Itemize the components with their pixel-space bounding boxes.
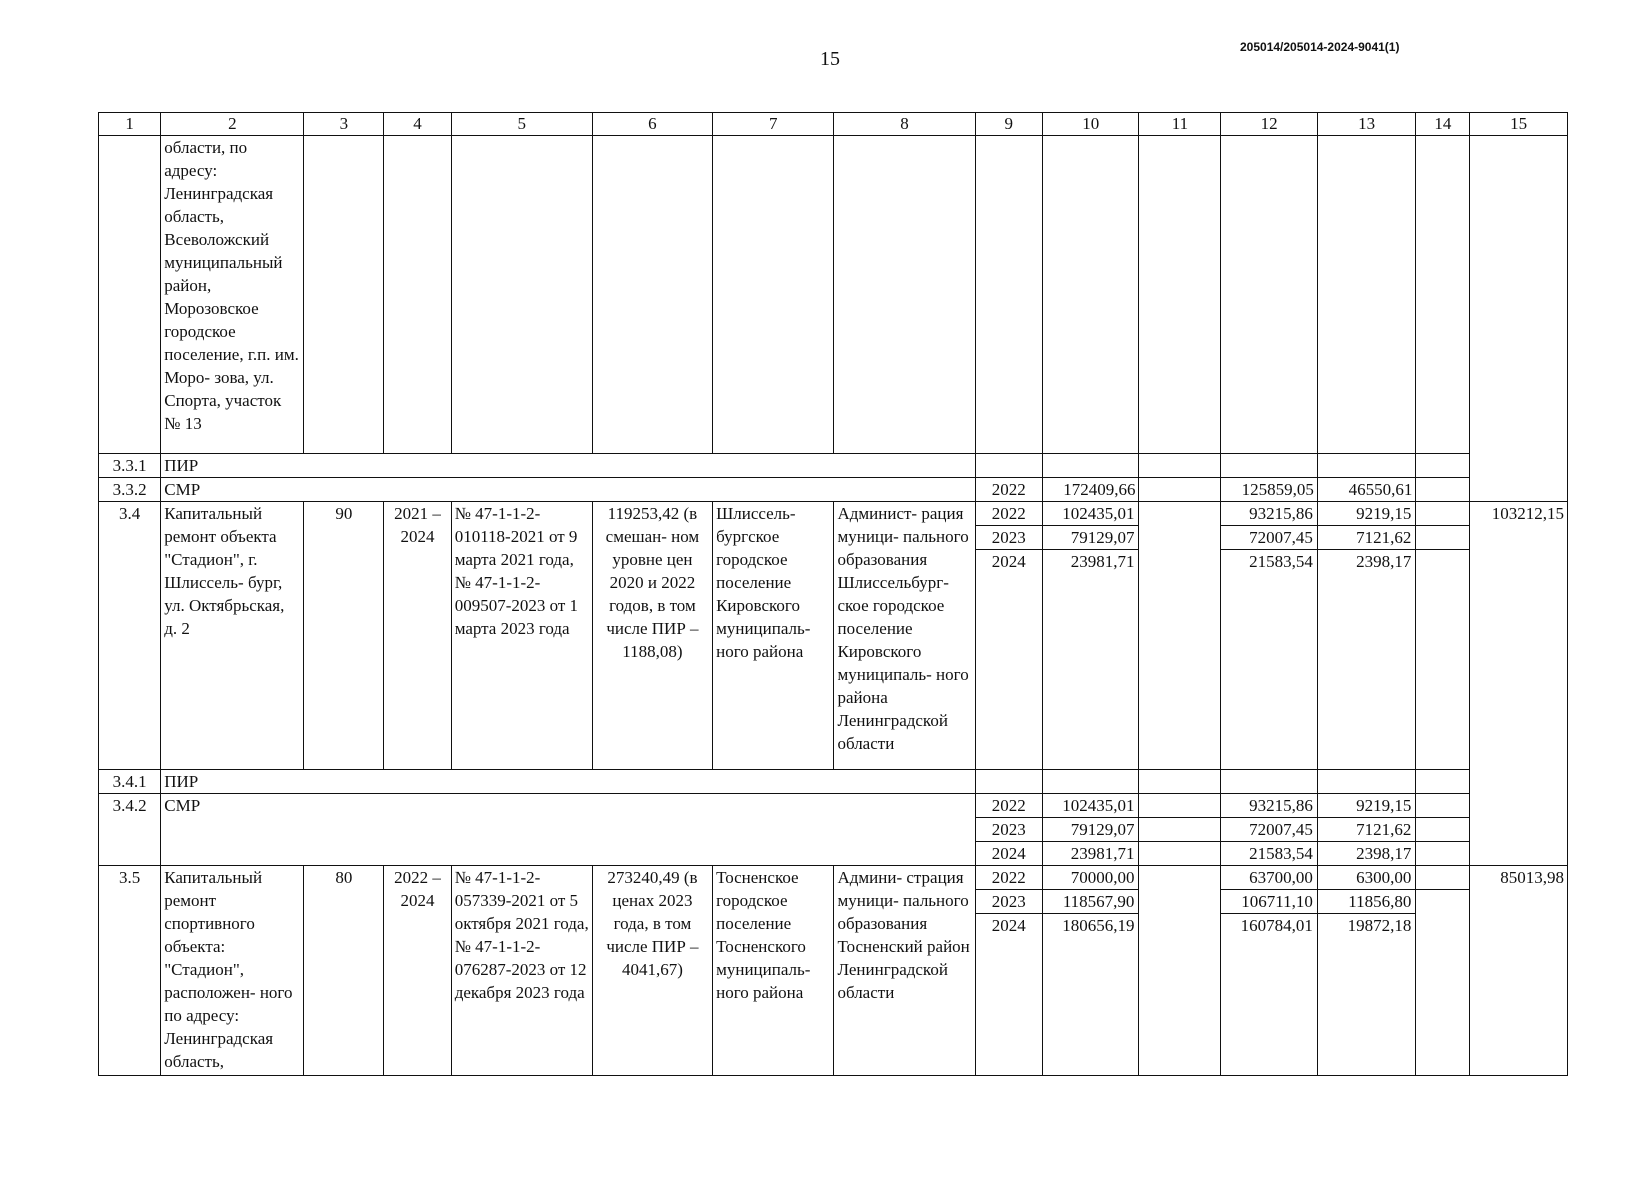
amount-cell: 125859,05 <box>1221 478 1317 502</box>
column-number-row <box>99 113 1568 136</box>
year-value: 2023 <box>976 818 1042 842</box>
amount-value: 70000,00 <box>1043 866 1138 890</box>
header-cell: 11 <box>1139 113 1221 136</box>
row-label: ПИР <box>161 454 975 478</box>
page-number: 15 <box>820 48 840 70</box>
object-name-cell: Капитальный ремонт спортивного объекта: "Стадион", расположен- ного по адресу: Ленинградская область, <box>161 866 304 1076</box>
header-cell: 9 <box>975 113 1042 136</box>
header-cell: 3 <box>304 113 384 136</box>
amount-value: 63700,00 <box>1221 866 1316 890</box>
amount-value: 7121,62 <box>1318 818 1416 842</box>
amount-value: 93215,86 <box>1221 794 1316 818</box>
amount-value: 93215,86 <box>1221 502 1316 526</box>
header-cell: 7 <box>713 113 834 136</box>
year-value: 2023 <box>976 526 1042 550</box>
year-value: 2022 <box>976 502 1042 526</box>
header-cell: 8 <box>834 113 975 136</box>
amount-value: 21583,54 <box>1249 844 1313 863</box>
table-row-3-3-1 <box>99 454 1568 478</box>
amount-value: 9219,15 <box>1318 794 1416 818</box>
amount-value: 9219,15 <box>1318 502 1416 526</box>
year-value: 2023 <box>976 890 1042 914</box>
row-number: 3.4.2 <box>99 794 161 866</box>
header-cell: 12 <box>1221 113 1317 136</box>
row-number: 3.4.1 <box>99 770 161 794</box>
amount-value: 102435,01 <box>1043 794 1138 818</box>
cost-cell: 273240,49 (в ценах 2023 года, в том числе ПИР – 4041,67) <box>592 866 712 1076</box>
document-id: 205014/205014-2024-9041(1) <box>1240 40 1400 54</box>
table-row-3-3-2 <box>99 478 1568 502</box>
amount-value: 118567,90 <box>1043 890 1138 914</box>
total-cell <box>1042 502 1138 770</box>
header-cell: 2 <box>161 113 304 136</box>
budget-table <box>98 112 1568 1076</box>
local-cell <box>1317 502 1416 770</box>
object-name-cell: области, по адресу: Ленинградская область, Всеволожский муниципальный район, Морозовское городское поселение, г.п. им. Моро- зова, ул. Спорта, участок № 13 <box>161 136 304 454</box>
municipality-cell: Тосненское городское поселение Тосненского муниципаль- ного района <box>713 866 834 1076</box>
year-value: 2024 <box>991 916 1026 935</box>
cost-cell: 119253,42 (в смешан- ном уровне цен 2020 и 2022 годов, в том числе ПИР – 1188,08) <box>592 502 712 770</box>
amount-value: 160784,01 <box>1240 916 1313 935</box>
amount-value: 79129,07 <box>1043 526 1138 550</box>
amount-value: 2398,17 <box>1356 552 1412 571</box>
period-cell: 2022 – 2024 <box>384 866 451 1076</box>
capital-investment-cell: 103212,15 <box>1470 502 1568 866</box>
header-cell: 14 <box>1416 113 1470 136</box>
expertise-cell: № 47-1-1-2- 057339-2021 от 5 октября 2021 года, № 47-1-1-2- 076287-2023 от 12 декабря 2023 года <box>451 866 592 1076</box>
table-row-3-5 <box>99 866 1568 1076</box>
amount-value: 6300,00 <box>1318 866 1416 890</box>
amount-value: 7121,62 <box>1318 526 1416 550</box>
amount-value: 72007,45 <box>1221 526 1316 550</box>
header-cell: 4 <box>384 113 451 136</box>
row-number: 3.3.2 <box>99 478 161 502</box>
amount-value: 21583,54 <box>1249 552 1313 571</box>
amount-value: 11856,80 <box>1318 890 1416 914</box>
capital-investment-cell: 85013,98 <box>1470 866 1568 1076</box>
table-row-continuation <box>99 136 1568 454</box>
row-number: 3.3.1 <box>99 454 161 478</box>
year-value: 2024 <box>991 844 1026 863</box>
amount-cell: 172409,66 <box>1042 478 1138 502</box>
amount-value: 180656,19 <box>1062 916 1135 935</box>
table-row-3-4-1 <box>99 770 1568 794</box>
header-cell: 10 <box>1042 113 1138 136</box>
amount-value: 23981,71 <box>1070 552 1135 571</box>
amount-value: 19872,18 <box>1347 916 1412 935</box>
amount-value: 102435,01 <box>1043 502 1138 526</box>
table-row-3-4 <box>99 502 1568 770</box>
amount-value: 2398,17 <box>1356 844 1412 863</box>
row-label: СМР <box>161 794 975 866</box>
row-number: 3.5 <box>99 866 161 1076</box>
row-number: 3.4 <box>99 502 161 770</box>
customer-cell: Админист- рация муници- пального образования Шлиссельбург- ское городское поселение Кировского муниципаль- ного района Ленинградской области <box>834 502 975 770</box>
amount-value: 79129,07 <box>1043 818 1138 842</box>
amount-value: 72007,45 <box>1221 818 1316 842</box>
year-value: 2022 <box>976 866 1042 890</box>
object-name-cell: Капитальный ремонт объекта "Стадион", г. Шлиссель- бург, ул. Октябрьская, д. 2 <box>161 502 304 770</box>
amount-value: 23981,71 <box>1070 844 1135 863</box>
expertise-cell: № 47-1-1-2- 010118-2021 от 9 марта 2021 года, № 47-1-1-2- 009507-2023 от 1 марта 2023 года <box>451 502 592 770</box>
header-cell: 15 <box>1470 113 1568 136</box>
row-label: СМР <box>161 478 975 502</box>
period-cell: 2021 – 2024 <box>384 502 451 770</box>
customer-cell: Админи- страция муници- пального образования Тосненский район Ленинградской области <box>834 866 975 1076</box>
year-cell: 2022 <box>975 478 1042 502</box>
capacity-cell: 80 <box>304 866 384 1076</box>
row-label: ПИР <box>161 770 975 794</box>
header-cell: 5 <box>451 113 592 136</box>
header-cell: 1 <box>99 113 161 136</box>
table-row-3-4-2 <box>99 794 1568 866</box>
years-cell <box>975 502 1042 770</box>
municipality-cell: Шлиссель- бургское городское поселение Кировского муниципаль- ного района <box>713 502 834 770</box>
capacity-cell: 90 <box>304 502 384 770</box>
amount-cell: 46550,61 <box>1317 478 1416 502</box>
header-cell: 6 <box>592 113 712 136</box>
year-value: 2024 <box>991 552 1026 571</box>
year-value: 2022 <box>976 794 1042 818</box>
header-cell: 13 <box>1317 113 1416 136</box>
regional-cell <box>1221 502 1317 770</box>
amount-value: 106711,10 <box>1221 890 1316 914</box>
